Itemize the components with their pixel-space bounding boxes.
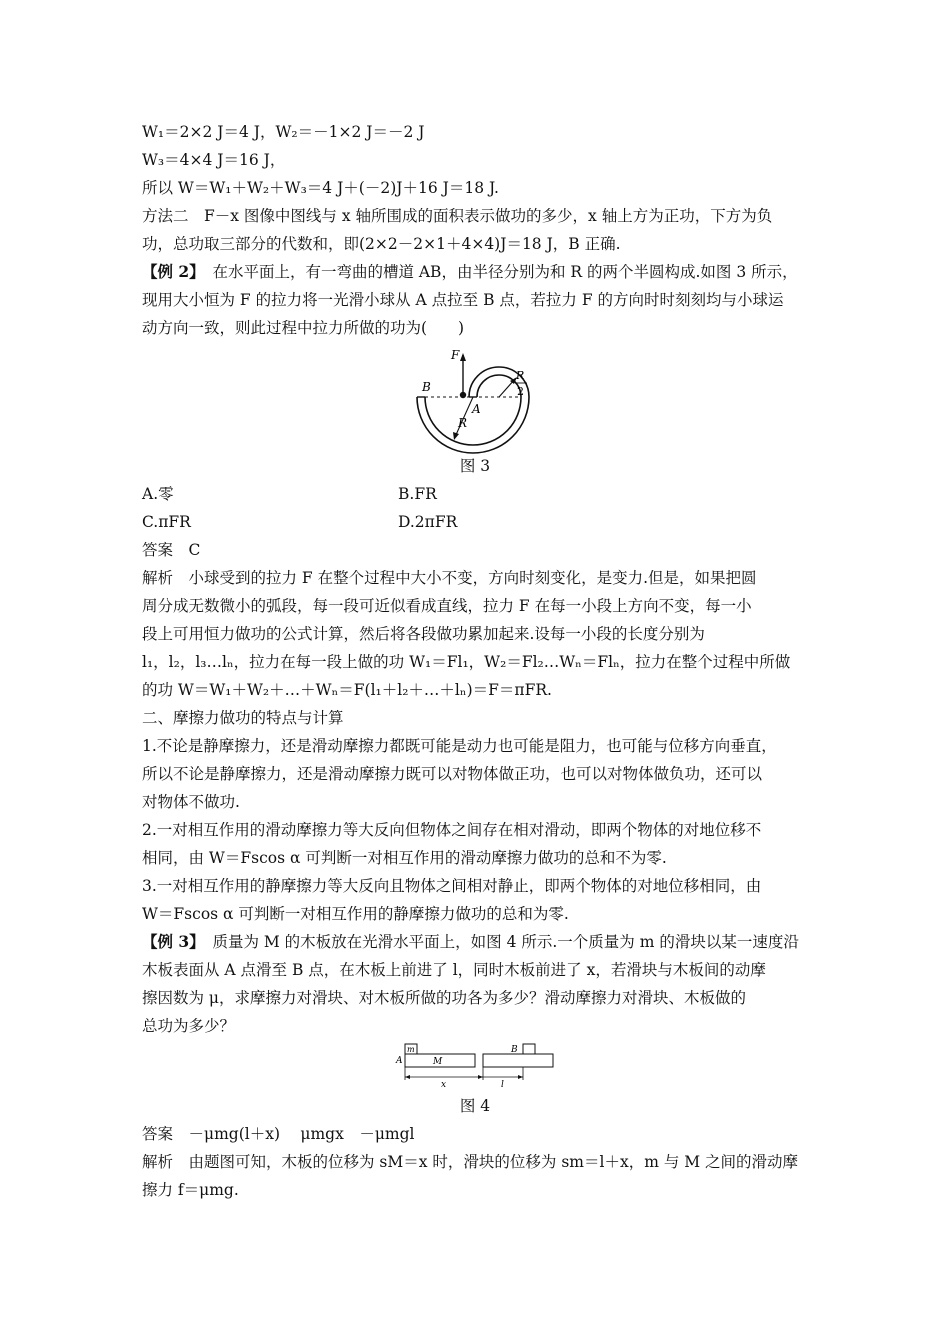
label-f: F <box>451 348 460 362</box>
figure-3 <box>405 345 545 455</box>
text-line: 解析 小球受到的拉力 F 在整个过程中大小不变，方向时刻变化，是变力.但是，如果把圆 <box>142 569 757 587</box>
groove-small-inner <box>477 375 521 397</box>
text-line: 段上可用恒力做功的公式计算，然后将各段做功累加起来.设每一小段的长度分别为 <box>142 625 705 643</box>
label-r2-numerator: R <box>516 369 525 382</box>
text-line: 所以不论是静摩擦力，还是滑动摩擦力既可以对物体做正功，也可以对物体做负功，还可以 <box>142 765 763 783</box>
label-b: B <box>422 380 431 394</box>
example-2-line-1 <box>142 262 822 282</box>
label-r: R <box>458 416 468 430</box>
text-line: 方法二 F－x 图像中图线与 x 轴所围成的面积表示做功的多少，x 轴上方为正功，下方为负 <box>142 207 773 225</box>
example-3-line-1 <box>142 932 822 952</box>
answer-3: 答案 －μmg(l＋x) μmgx －μmgl <box>142 1125 415 1143</box>
label-b: B <box>511 1045 518 1055</box>
option-d: D.2πFR <box>398 513 458 531</box>
text-line: 1.不论是静摩擦力，还是滑动摩擦力都既可能是动力也可能是阻力，也可能与位移方向垂直， <box>142 737 777 755</box>
text-line: W₃＝4×4 J＝16 J， <box>142 151 286 169</box>
label-r2-denominator: 2 <box>517 385 524 398</box>
block-end <box>523 1044 535 1054</box>
label-small-m: m <box>407 1045 415 1054</box>
text-line: 功，总功取三部分的代数和，即(2×2－2×1＋4×4)J＝18 J，B 正确. <box>142 235 621 253</box>
option-a: A.零 <box>142 485 174 503</box>
text-line: 的功 W＝W₁＋W₂＋…＋Wₙ＝F(l₁＋l₂＋…＋lₙ)＝F＝πFR. <box>142 681 552 699</box>
text-line: 动方向一致，则此过程中拉力所做的功为( ) <box>142 319 465 337</box>
option-c: C.πFR <box>142 513 191 531</box>
text-line: W₁＝2×2 J＝4 J，W₂＝－1×2 J＝－2 J <box>142 123 425 141</box>
label-a: A <box>472 402 481 416</box>
section-heading: 二、摩擦力做功的特点与计算 <box>142 709 344 727</box>
text-line: 现用大小恒为 F 的拉力将一光滑小球从 A 点拉至 B 点，若拉力 F 的方向时时刻刻均与小球运 <box>142 291 784 309</box>
text-line: 总功为多少？ <box>142 1017 236 1035</box>
figure-4-caption: 图 4 <box>459 1097 491 1115</box>
text-line: 对物体不做功. <box>142 793 240 811</box>
example-2-tag: 【例 2】 <box>142 262 197 281</box>
text-line: 所以 W＝W₁＋W₂＋W₃＝4 J＋(－2)J＋16 J＝18 J. <box>142 179 499 197</box>
text-line: 擦因数为 μ，求摩擦力对滑块、对木板所做的功各为多少？滑动摩擦力对滑块、木板做的 <box>142 989 747 1007</box>
label-x: x <box>441 1080 447 1090</box>
example-3-tag: 【例 3】 <box>142 932 197 951</box>
option-b: B.FR <box>398 485 437 503</box>
answer-2: 答案 C <box>142 541 201 559</box>
label-big-m: M <box>433 1057 443 1067</box>
text-line: 解析 由题图可知，木板的位移为 sM＝x 时，滑块的位移为 sm＝l＋x，m 与 M 之间的滑动摩 <box>142 1153 799 1171</box>
example-3-text: 质量为 M 的木板放在光滑水平面上，如图 4 所示.一个质量为 m 的滑块以某一速度沿 <box>196 933 799 951</box>
example-2-text: 在水平面上，有一弯曲的槽道 AB，由半径分别为和 R 的两个半圆构成.如图 3 所示， <box>196 263 798 281</box>
text-line: l₁，l₂，l₃…lₙ，拉力在每一段上做的功 W₁＝Fl₁，W₂＝Fl₂…Wₙ＝Flₙ，拉力在整个过程中所做 <box>142 653 791 671</box>
text-line: 3.一对相互作用的静摩擦力等大反向且物体之间相对静止，即两个物体的对地位移相同，由 <box>142 877 762 895</box>
text-line: W＝Fscos α 可判断一对相互作用的静摩擦力做功的总和为零. <box>142 905 569 923</box>
text-line: 木板表面从 A 点滑至 B 点，在木板上前进了 l，同时木板前进了 x，若滑块与木板间的动摩 <box>142 961 766 979</box>
text-line: 2.一对相互作用的滑动摩擦力等大反向但物体之间存在相对滑动，即两个物体的对地位移不 <box>142 821 762 839</box>
text-line: 周分成无数微小的弧段，每一段可近似看成直线，拉力 F 在每一小段上方向不变，每一小 <box>142 597 752 615</box>
board-end <box>483 1054 553 1067</box>
text-line: 擦力 f＝μmg. <box>142 1181 239 1199</box>
figure-4 <box>395 1040 560 1090</box>
label-a: A <box>396 1056 403 1066</box>
text-line: 相同，由 W＝Fscos α 可判断一对相互作用的滑动摩擦力做功的总和不为零. <box>142 849 667 867</box>
label-l: l <box>501 1080 504 1090</box>
figure-3-caption: 图 3 <box>459 457 491 475</box>
